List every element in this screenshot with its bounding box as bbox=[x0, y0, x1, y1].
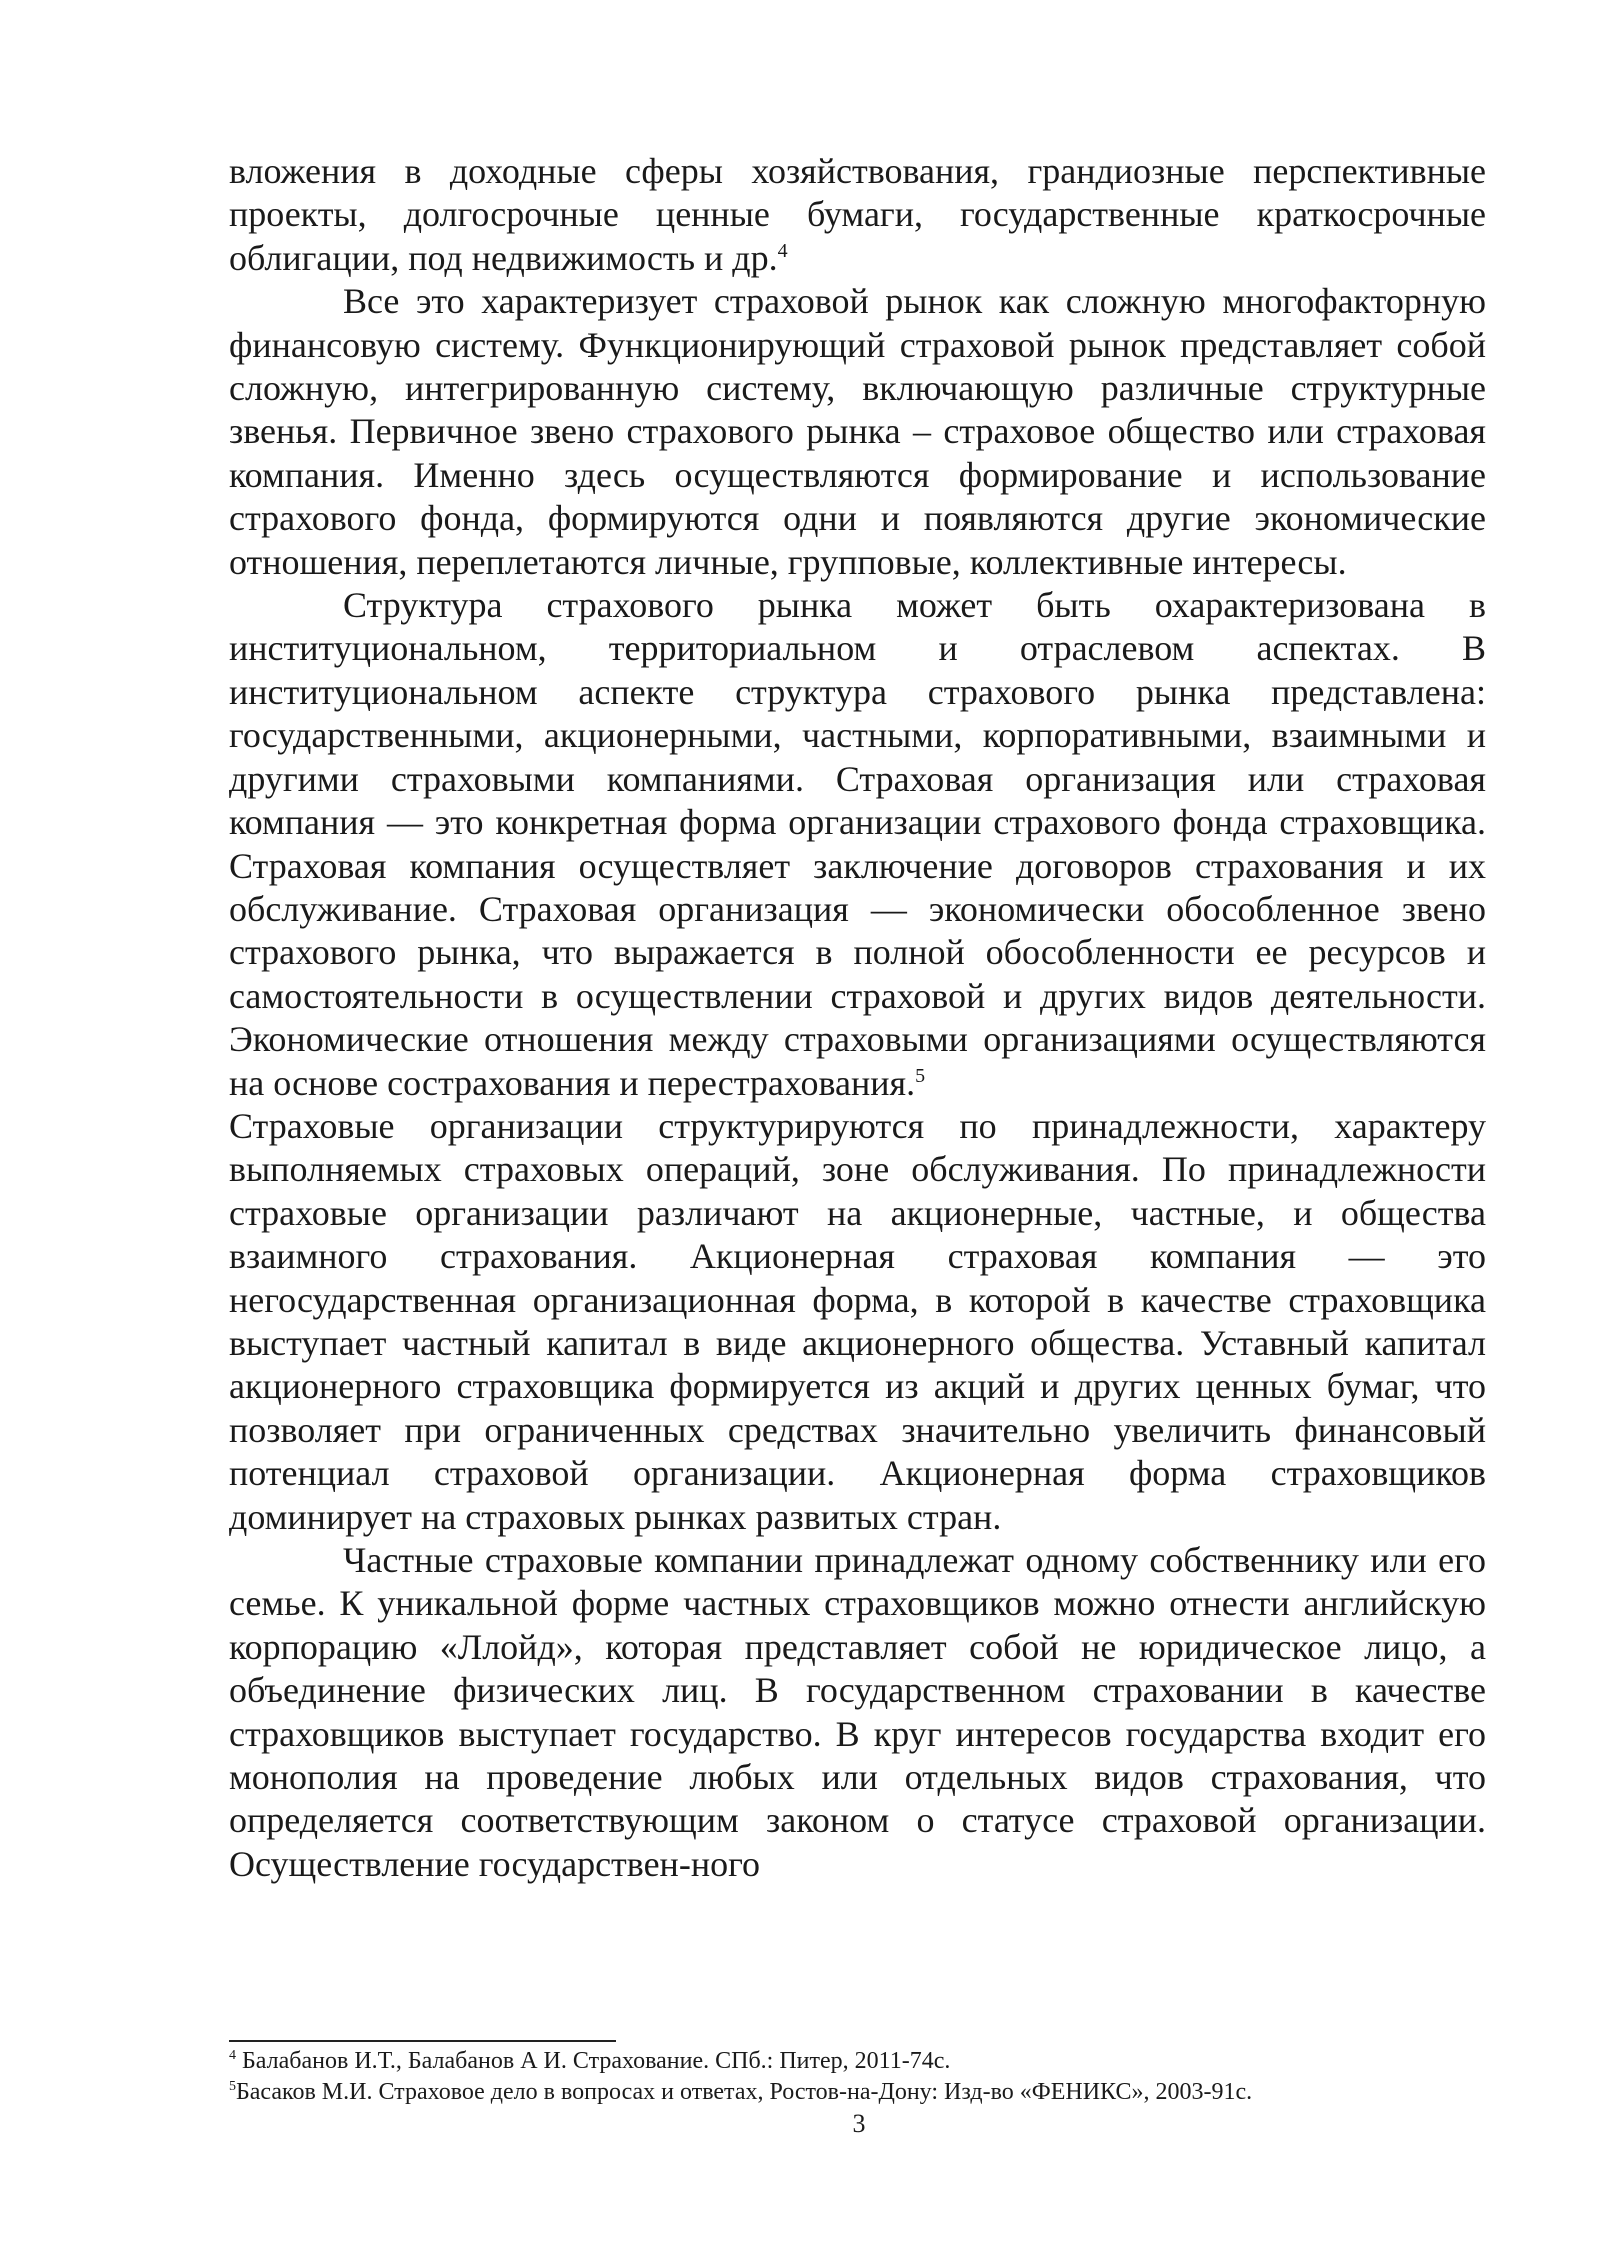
paragraph-1 bbox=[229, 150, 1486, 280]
footnotes bbox=[229, 2046, 1486, 2108]
footnote-4 bbox=[229, 2046, 1486, 2077]
footnote-separator bbox=[229, 2040, 616, 2042]
paragraph-3-text: Структура страхового рынка может быть охарактеризована в институциональном, территориальном и отраслевом аспектах. В институциональном аспекте структура страхового рынка представлена: государственными, акционерными, частными, корпоративными, взаимными и другими страховыми компаниями. Страховая организация или страховая компания — это конкретная форма организации страхового фонда страховщика. Страховая компания осуществляет заключение договоров страхования и их обслуживание. Страховая организация — экономически обособленное звено страхового рынка, что выражается в полной обособленности ее ресурсов и самостоятельности в осуществлении страховой и других видов деятельности. Экономические отношения между страховыми организациями осуществляются на основе сострахования и перестрахования. bbox=[229, 585, 1486, 1103]
paragraph-5: Частные страховые компании принадлежат одному собственнику или его семье. К уникальной форме частных страховщиков можно отнести английскую корпорацию «Ллойд», которая представляет собой не юридическое лицо, а объединение физических лиц. В государственном страховании в качестве страховщиков выступает государство. В круг интересов государства входит его монополия на проведение любых или отдельных видов страхования, что определяется соответствующим законом о статусе страховой организации. Осуществление государствен-ного bbox=[229, 1540, 1486, 1884]
paragraph-1-text: вложения в доходные сферы хозяйствования, грандиозные перспективные проекты, долгосрочные ценные бумаги, государственные краткосрочные облигации, под недвижимость и др. bbox=[229, 151, 1486, 278]
paragraph-2: Все это характеризует страховой рынок как сложную многофакторную финансовую систему. Функционирующий страховой рынок представляет собой сложную, интегрированную систему, включающую различные структурные звенья. Первичное звено страхового рынка – страховое общество или страховая компания. Именно здесь осуществляются формирование и использование страхового фонда, формируются одни и появляются другие экономические отношения, переплетаются личные, групповые, коллективные интересы. bbox=[229, 281, 1486, 582]
paragraph-4: Страховые организации структурируются по принадлежности, характеру выполняемых страховых операций, зоне обслуживания. По принадлежности страховые организации различают на акционерные, частные, и общества взаимного страхования. Акционерная страховая компания — это негосударственная организационная форма, в которой в качестве страховщика выступает частный капитал в виде акционерного общества. Уставный капитал акционерного страховщика формируется из акций и других ценных бумаг, что позволяет при ограниченных средствах значительно увеличить финансовый потенциал страховой организации. Акционерная форма страховщиков доминирует на страховых рынках развитых стран. bbox=[229, 1105, 1486, 1537]
footnote-5-number: 5 bbox=[229, 2079, 236, 2094]
footnote-4-number: 4 bbox=[229, 2048, 236, 2063]
paragraph-3 bbox=[229, 584, 1486, 1105]
footnote-ref-4: 4 bbox=[777, 239, 788, 262]
body-text bbox=[229, 150, 1486, 1886]
footnote-5-text: Басаков М.И. Страховое дело в вопросах и ответах, Ростов-на-Дону: Изд-во «ФЕНИКС», 2003-91с. bbox=[236, 2079, 1253, 2105]
footnote-4-text: Балабанов И.Т., Балабанов А И. Страхование. СПб.: Питер, 2011-74с. bbox=[236, 2048, 951, 2074]
footnote-ref-5: 5 bbox=[915, 1064, 926, 1087]
footnote-5 bbox=[229, 2077, 1486, 2108]
page-number: 3 bbox=[852, 2109, 866, 2138]
